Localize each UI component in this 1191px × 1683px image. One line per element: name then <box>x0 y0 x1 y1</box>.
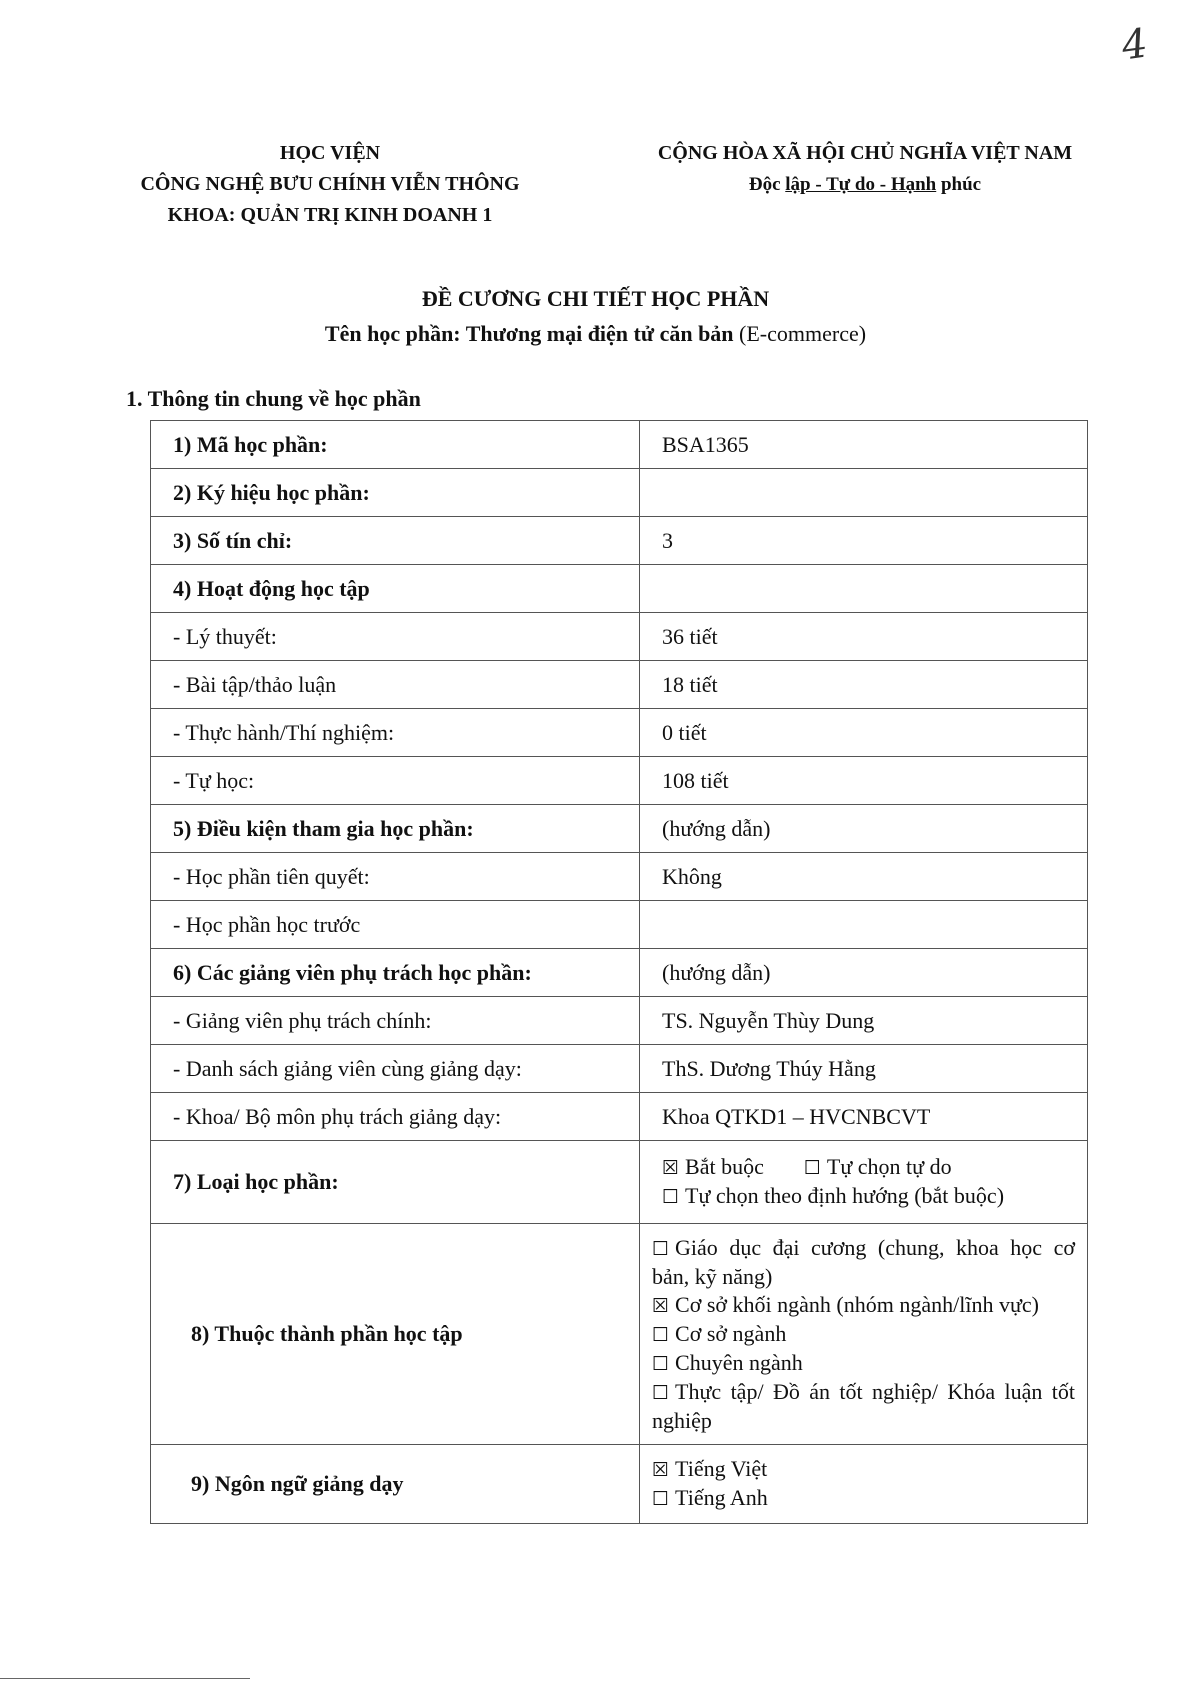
row-value: 36 tiết <box>640 613 1088 661</box>
row-value: 0 tiết <box>640 709 1088 757</box>
option-line <box>652 1234 1075 1291</box>
page-bottom-rule <box>0 1678 250 1679</box>
checkbox-icon: ☐ <box>662 1186 680 1208</box>
row-label: - Giảng viên phụ trách chính: <box>151 997 640 1045</box>
institution-header <box>110 138 550 231</box>
learning-component-options <box>640 1224 1088 1445</box>
row-label: - Thực hành/Thí nghiệm: <box>151 709 640 757</box>
row-label: - Bài tập/thảo luận <box>151 661 640 709</box>
motto-part-1: Độc <box>748 174 786 195</box>
table-row <box>151 421 1088 469</box>
option-label: Thực tập/ Đồ án tốt nghiệp/ Khóa luận tốt nghiệp <box>652 1378 1075 1433</box>
checkbox-icon: ☐ <box>652 1381 670 1404</box>
page-number: 4 <box>1118 20 1151 70</box>
national-motto <box>620 169 1110 200</box>
row-label: 6) Các giảng viên phụ trách học phần: <box>151 949 640 997</box>
row-label: - Tự học: <box>151 757 640 805</box>
row-value: ThS. Dương Thúy Hằng <box>640 1045 1088 1093</box>
table-row <box>151 1045 1088 1093</box>
table-row <box>151 805 1088 853</box>
option-line <box>652 1378 1075 1435</box>
row-label: - Khoa/ Bộ môn phụ trách giảng dạy: <box>151 1093 640 1141</box>
checkbox-icon: ☐ <box>652 1237 670 1260</box>
faculty-line: KHOA: QUẢN TRỊ KINH DOANH 1 <box>167 204 493 226</box>
course-info-rows <box>151 421 1088 1141</box>
row-value <box>640 565 1088 613</box>
table-row <box>151 661 1088 709</box>
option-label: Tiếng Anh <box>675 1485 768 1510</box>
option-label: Tiếng Việt <box>675 1456 768 1481</box>
row-value: TS. Nguyễn Thùy Dung <box>640 997 1088 1045</box>
option-line <box>652 1484 1087 1513</box>
row-label: 7) Loại học phần: <box>151 1141 640 1224</box>
option-label: Cơ sở ngành <box>675 1320 787 1346</box>
table-row <box>151 613 1088 661</box>
row-label: - Danh sách giảng viên cùng giảng dạy: <box>151 1045 640 1093</box>
checked-box-icon: ☒ <box>652 1294 670 1317</box>
institution-line-2: CÔNG NGHỆ BƯU CHÍNH VIỄN THÔNG <box>140 173 520 195</box>
national-header <box>620 138 1110 200</box>
table-row <box>151 949 1088 997</box>
country-title: CỘNG HÒA XÃ HỘI CHỦ NGHĨA VIỆT NAM <box>657 142 1073 164</box>
row-value <box>640 901 1088 949</box>
document-title: ĐỀ CƯƠNG CHI TIẾT HỌC PHẦN <box>421 286 770 311</box>
institution-line-1: HỌC VIỆN <box>279 142 381 164</box>
checkbox-icon: ☐ <box>803 1157 821 1179</box>
teaching-language-options <box>640 1445 1088 1524</box>
row-value: 18 tiết <box>640 661 1088 709</box>
row-label: 1) Mã học phần: <box>151 421 640 469</box>
option-line <box>652 1349 1075 1378</box>
option-line <box>652 1320 1075 1349</box>
row-value: 3 <box>640 517 1088 565</box>
row-label: 8) Thuộc thành phần học tập <box>151 1224 640 1445</box>
row-value <box>640 469 1088 517</box>
table-row <box>151 469 1088 517</box>
row-label: - Học phần tiên quyết: <box>151 853 640 901</box>
option-label: Chuyên ngành <box>675 1349 803 1375</box>
row-value: BSA1365 <box>640 421 1088 469</box>
row-label: 2) Ký hiệu học phần: <box>151 469 640 517</box>
course-type-options <box>640 1141 1088 1224</box>
table-row <box>151 997 1088 1045</box>
option-line <box>652 1291 1075 1320</box>
table-row <box>151 1093 1088 1141</box>
row-value: Không <box>640 853 1088 901</box>
course-name-label: Tên học phần: Thương mại điện tử căn bản <box>324 321 734 346</box>
motto-part-2: lập - Tự do - Hạnh <box>785 174 937 195</box>
checkbox-icon: ☐ <box>652 1488 670 1510</box>
option-line <box>652 1455 1087 1484</box>
checked-box-icon: ☒ <box>662 1157 680 1179</box>
option-label: Tự chọn theo định hướng (bắt buộc) <box>685 1183 1005 1208</box>
course-name-english: (E-commerce) <box>733 321 867 346</box>
row-label: 3) Số tín chỉ: <box>151 517 640 565</box>
option-label: Giáo dục đại cương (chung, khoa học cơ bản, kỹ năng) <box>652 1234 1075 1289</box>
row-value: (hướng dẫn) <box>640 805 1088 853</box>
table-row <box>151 757 1088 805</box>
checked-box-icon: ☒ <box>652 1459 670 1481</box>
row-label: 5) Điều kiện tham gia học phần: <box>151 805 640 853</box>
row-value: 108 tiết <box>640 757 1088 805</box>
course-info-table <box>150 420 1088 1524</box>
row-label: - Học phần học trước <box>151 901 640 949</box>
table-row-teaching-language <box>151 1445 1088 1524</box>
option-line <box>662 1182 1087 1211</box>
row-label: 9) Ngôn ngữ giảng dạy <box>151 1445 640 1524</box>
motto-part-3: phúc <box>936 174 982 195</box>
option-label: Tự chọn tự do <box>826 1154 952 1179</box>
row-label: - Lý thuyết: <box>151 613 640 661</box>
course-name <box>0 321 1191 347</box>
row-value: (hướng dẫn) <box>640 949 1088 997</box>
table-row <box>151 709 1088 757</box>
option-label: Bắt buộc <box>685 1154 764 1179</box>
option-label: Cơ sở khối ngành (nhóm ngành/lĩnh vực) <box>675 1291 1039 1317</box>
checkbox-icon: ☐ <box>652 1352 670 1375</box>
table-row-learning-component <box>151 1224 1088 1445</box>
option-line <box>662 1153 1087 1182</box>
section-heading: 1. Thông tin chung về học phần <box>126 386 421 411</box>
table-row-course-type <box>151 1141 1088 1224</box>
table-row <box>151 565 1088 613</box>
row-label: 4) Hoạt động học tập <box>151 565 640 613</box>
table-row <box>151 853 1088 901</box>
row-value: Khoa QTKD1 – HVCNBCVT <box>640 1093 1088 1141</box>
table-row <box>151 517 1088 565</box>
checkbox-icon: ☐ <box>652 1323 670 1346</box>
table-row <box>151 901 1088 949</box>
